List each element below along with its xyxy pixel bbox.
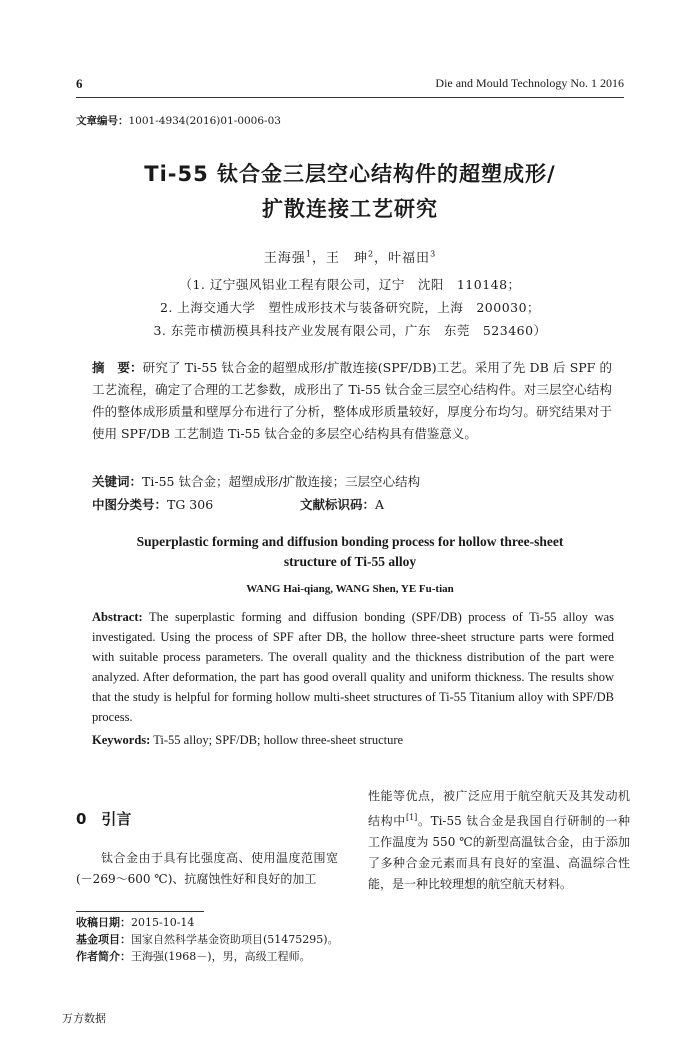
english-keywords-text: Ti-55 alloy; SPF/DB; hollow three-sheet structure [150,733,404,747]
journal-header: Die and Mould Technology No. 1 2016 [435,76,624,90]
english-abstract-text: The superplastic forming and diffusion bonding (SPF/DB) process of Ti-55 alloy was investigated. Using the process of SPF after DB, the hollow three-sheet structure parts were formed with suitable process parameters. The overall quality and the thickness distribution of the part were analyzed. After deformation, the part has good overall quality and uniform thickness. The results show that the study is helpful for forming hollow multi-sheet structures of Ti-55 Titanium alloy with SPF/DB process. [92,610,614,724]
article-id-label: 文章编号： [76,115,129,127]
clc-label: 中图分类号： [92,497,168,512]
english-keywords-label: Keywords: [92,733,151,747]
bio-label: 作者简介： [76,950,131,963]
section-heading: 0 引言 [76,810,132,828]
clc-value: TG 306 [167,497,214,512]
chinese-abstract [92,357,612,445]
document-code [300,495,384,513]
received-label: 收稿日期： [76,916,131,929]
keywords-text: Ti-55 钛合金；超塑成形/扩散连接；三层空心结构 [142,474,421,489]
header-rule [76,97,624,98]
english-title-line-1: Superplastic forming and diffusion bonding process for hollow three-sheet [136,534,564,549]
body-right-column [368,786,630,895]
footnote-rule [76,911,204,912]
watermark: 万方数据 [62,1012,106,1025]
english-abstract-label: Abstract: [92,610,143,624]
keywords-label: 关键词： [92,474,143,489]
affiliation-3: 3. 东莞市横沥模具科技产业发展有限公司，广东 东莞 523460） [153,323,547,338]
right-text-a: 性能等优点，被广泛应用于航空航天及其发动机结构中 [368,789,630,828]
english-keywords [92,733,403,748]
footnote-received [76,914,194,930]
author-3: ，叶福田 [374,251,431,266]
affiliation-2: 2. 上海交通大学 塑性成形技术与装备研究院，上海 200030； [159,300,541,315]
doc-code-label: 文献标识码： [300,497,376,512]
affiliation-1: （1. 辽宁强风铝业工程有限公司，辽宁 沈阳 110148； [179,277,521,292]
author-2-sup: 2 [367,249,375,259]
right-text-b: 。Ti-55 钛合金是我国自行研制的一种工作温度为 550 ℃的新型高温钛合金，由于添加了多种合金元素而具有良好的室温、高温综合性能，是一种比较理想的航空航天材料。 [368,814,630,891]
article-id [76,113,281,128]
bio-text: 王海强(1968－)，男，高级工程师。 [131,950,311,963]
title-line-2: 扩散连接工艺研究 [262,197,438,221]
abstract-label: 摘 要： [92,360,143,375]
abstract-text: 研究了 Ti-55 钛合金的超塑成形/扩散连接(SPF/DB)工艺。采用了先 DB 后 SPF 的工艺流程，确定了合理的工艺参数，成形出了 Ti-55 钛合金三层空心结构件。对三层空心结构件的整体成形质量和壁厚分布进行了分析，整体成形质量较好，厚度分布均匀。研究结果对于使用 SPF/DB 工艺制造 Ti-55 钛合金的多层空心结构具有借鉴意义。 [92,360,612,441]
footnote-bio [76,948,311,964]
received-date: 2015-10-14 [131,916,195,929]
article-id-value: 1001-4934(2016)01-0006-03 [128,115,281,127]
author-2: ，王 珅 [311,251,368,266]
english-authors: WANG Hai-qiang, WANG Shen, YE Fu-tian [246,583,454,595]
title-line-1: Ti-55 钛合金三层空心结构件的超塑成形/ [144,162,556,186]
chinese-keywords [92,472,420,490]
page-number: 6 [76,76,83,91]
classification [92,495,213,513]
fund-text: 国家自然科学基金资助项目(51475295)。 [131,933,339,946]
footnote-fund [76,931,339,947]
author-3-sup: 3 [430,249,437,259]
body-left-column: 钛合金由于具有比强度高、使用温度范围宽(－269～600 ℃)、抗腐蚀性好和良好的加工 [76,851,338,886]
citation-ref: [1] [405,813,418,822]
doc-code-value: A [375,497,385,512]
author-1: 王海强 [263,251,306,266]
authors [0,247,700,266]
fund-label: 基金项目： [76,933,131,946]
english-abstract [92,607,614,727]
english-title-line-2: structure of Ti-55 alloy [283,554,417,569]
author-1-sup: 1 [305,249,312,259]
